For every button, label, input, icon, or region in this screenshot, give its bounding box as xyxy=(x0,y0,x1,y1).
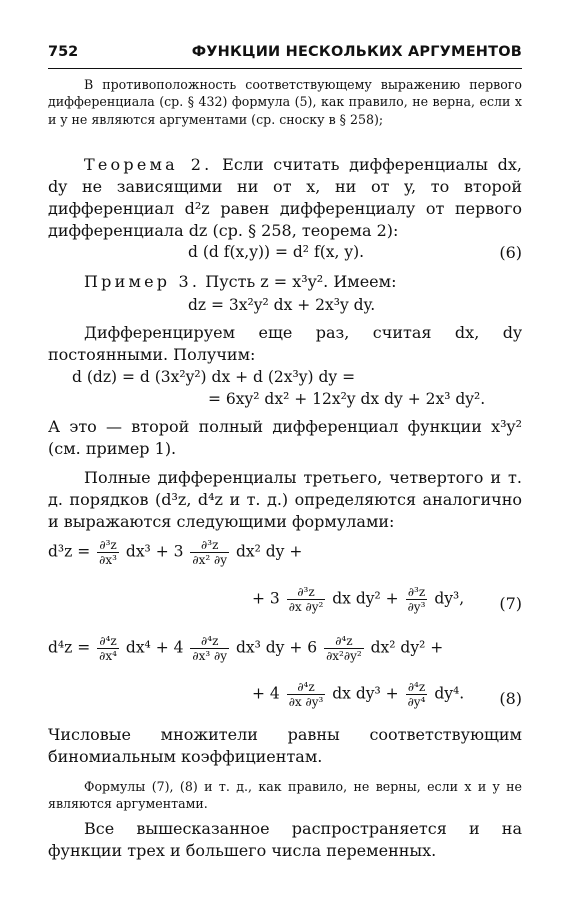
paragraph-coefficients: Числовые множители равны соответствующим биномиальным коэффициентам. xyxy=(48,725,522,766)
page-header xyxy=(48,44,522,69)
example-3 xyxy=(48,271,522,293)
eq8-tail-1: dx⁴ + 4 xyxy=(125,638,184,657)
eq8-fraction-2: $\frac{\text{∂⁴z}}{\text{∂x³ ∂y}}$ xyxy=(192,634,228,663)
eq8-tail-3: dx² dy² + xyxy=(370,638,444,657)
eq8-tail-4: dx dy³ + xyxy=(332,684,399,703)
eq8-fraction-5: $\frac{\text{∂⁴z}}{\text{∂y⁴}}$ xyxy=(407,680,426,709)
eq8-fraction-1: $\frac{\text{∂⁴z}}{\text{∂x⁴}}$ xyxy=(99,634,117,663)
eq7-fraction-3: $\frac{\text{∂³z}}{\text{∂x ∂y²}}$ xyxy=(288,585,324,614)
paragraph-second-differential: А это — второй полный дифференциал функции x³y² (см. пример 1). xyxy=(48,417,522,458)
second-diff-line-1: d (dz) = d (3x²y²) dx + d (2x³y) dy = xyxy=(72,368,356,386)
eq7-tail-3: dx dy² + xyxy=(332,589,399,608)
theorem-2 xyxy=(48,154,522,242)
paragraph-differentiate: Дифференцируем еще раз, считая dx, dy постоянными. Получим: xyxy=(48,323,522,364)
eq8-tail-2: dx³ dy + 6 xyxy=(235,638,318,657)
eq8-tail-5: dy⁴. xyxy=(434,684,465,703)
eq7-lhs: d³z = xyxy=(48,542,91,561)
equation-7-line-1 xyxy=(48,538,302,567)
equation-number-7: (7) xyxy=(499,594,522,613)
eq8-prefix-2: + 4 xyxy=(252,684,280,703)
equation-number-6: (6) xyxy=(499,243,522,262)
paragraph-note: Формулы (7), (8) и т. д., как правило, не верны, если x и y не являются аргументами. xyxy=(48,779,522,812)
eq8-fraction-4: $\frac{\text{∂⁴z}}{\text{∂x ∂y³}}$ xyxy=(288,680,324,709)
example-formula: dz = 3x²y² dx + 2x³y dy. xyxy=(188,296,376,314)
equation-7-line-2 xyxy=(252,585,464,614)
page-number: 752 xyxy=(48,44,79,60)
paragraph-intro: В противоположность соответствующему выражению первого дифференциала (ср. § 432) формула (5), как правило, не верна, если x и y не являются аргументами (ср. сноску в § 258); xyxy=(48,77,522,127)
eq7-fraction-4: $\frac{\text{∂³z}}{\text{∂y³}}$ xyxy=(407,585,426,614)
equation-6: d (d f(x,y)) = d² f(x, y). xyxy=(188,243,365,261)
paragraph-higher-orders: Полные дифференциалы третьего, четвертого и т. д. порядков (d³z, d⁴z и т. д.) определяются аналогично и выражаются следующими формулами: xyxy=(48,468,522,531)
eq8-lhs: d⁴z = xyxy=(48,638,91,657)
eq8-fraction-3: $\frac{\text{∂⁴z}}{\text{∂x²∂y²}}$ xyxy=(326,634,362,663)
equation-8-line-2 xyxy=(252,680,464,709)
eq7-tail-2: dx² dy + xyxy=(235,542,303,561)
eq7-fraction-1: $\frac{\text{∂³z}}{\text{∂x³}}$ xyxy=(99,538,117,567)
theorem-text: Если считать дифференциалы dx, dy не зависящими ни от x, ни от y, то второй дифференциал d²z равен дифференциалу от первого дифференциала dz (ср. § 258, теорема 2): xyxy=(48,155,522,240)
equation-8-line-1 xyxy=(48,634,443,663)
eq7-tail-1: dx³ + 3 xyxy=(125,542,184,561)
second-diff-line-2: = 6xy² dx² + 12x²y dx dy + 2x³ dy². xyxy=(208,390,486,408)
equation-number-8: (8) xyxy=(499,689,522,708)
eq7-tail-4: dy³, xyxy=(434,589,465,608)
example-label: Пример 3. xyxy=(84,272,201,291)
running-title: ФУНКЦИИ НЕСКОЛЬКИХ АРГУМЕНТОВ xyxy=(191,44,522,60)
eq7-fraction-2: $\frac{\text{∂³z}}{\text{∂x² ∂y}}$ xyxy=(192,538,228,567)
theorem-label: Теорема 2. xyxy=(84,155,213,174)
example-text: Пусть z = x³y². Имеем: xyxy=(205,272,397,291)
eq7-prefix-2: + 3 xyxy=(252,589,280,608)
paragraph-final: Все вышесказанное распространяется и на функции трех и большего числа переменных. xyxy=(48,819,522,860)
